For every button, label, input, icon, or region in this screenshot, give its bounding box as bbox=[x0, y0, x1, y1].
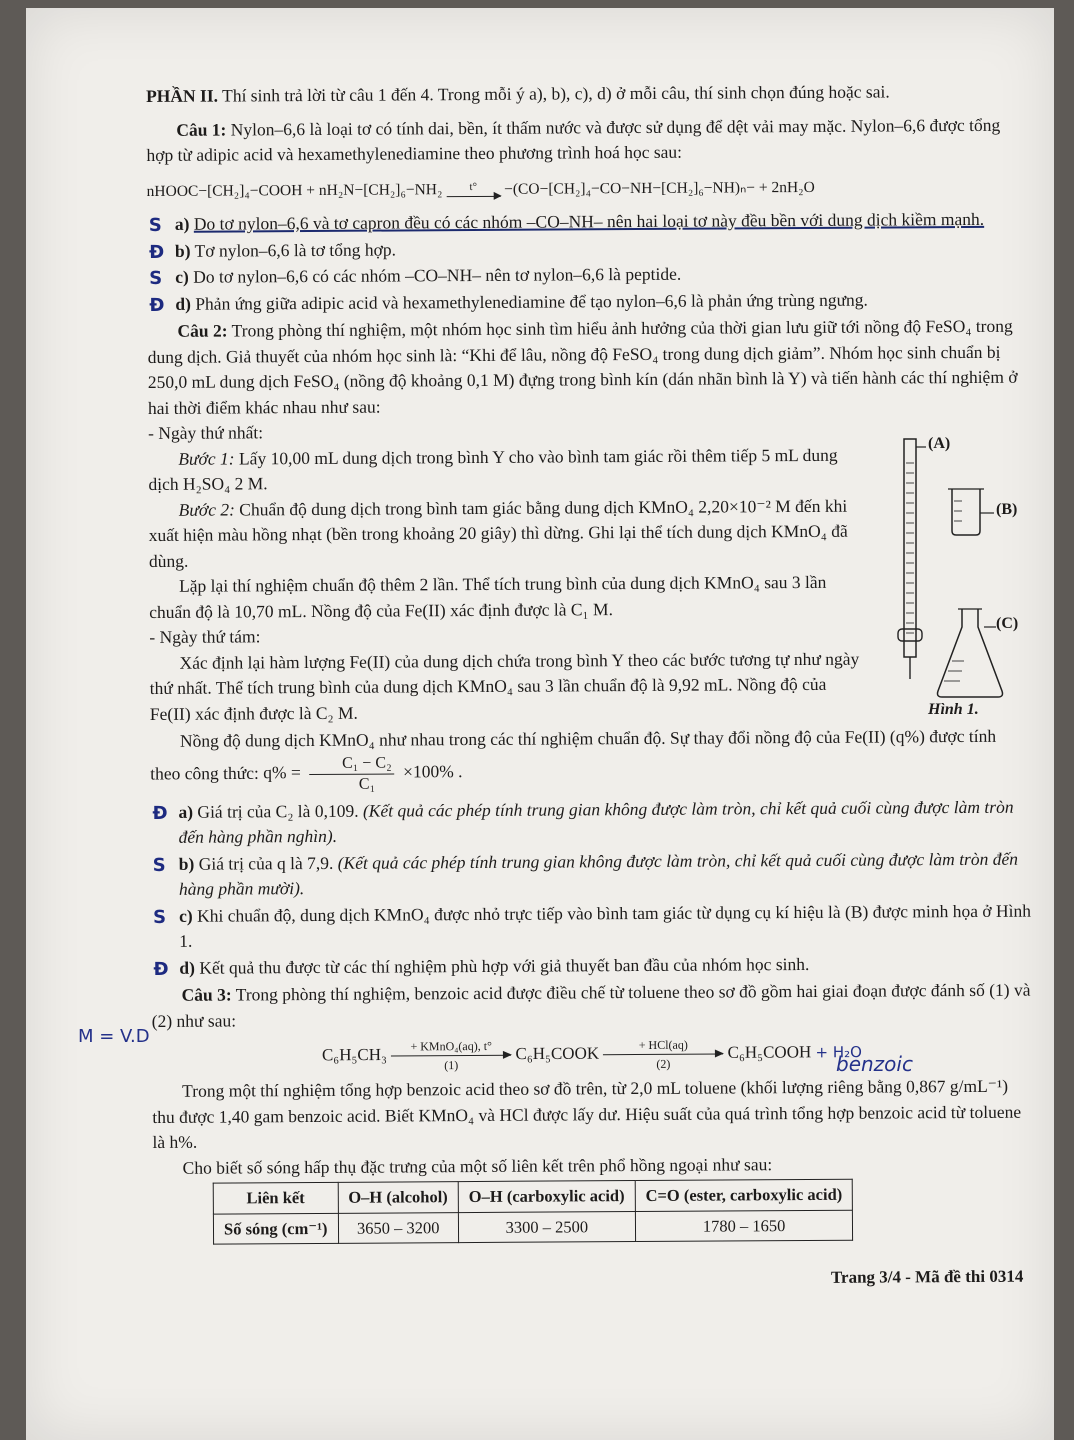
formula-fraction bbox=[309, 753, 395, 795]
item-note: (Kết quả các phép tính trung gian không được làm tròn, chỉ kết quả cuối cùng được làm tròn đến hàng phần nghìn). bbox=[178, 796, 1014, 847]
q3-stem bbox=[151, 978, 1031, 1034]
item-text: Phản ứng giữa adipic acid và hexamethylenediamine để tạo nylon–6,6 là phản ứng trùng ngưng. bbox=[195, 289, 868, 314]
step2-label: Bước 2: bbox=[178, 498, 235, 520]
formula-intro-text: Nồng độ dung dịch KMnO₄ như nhau trong các thí nghiệm chuẩn độ. Sự thay đổi nồng độ của Fe(II) (q%) được tính theo công thức: bbox=[150, 725, 997, 784]
toluene-formula: C₆H₅CH₃ bbox=[321, 1044, 388, 1065]
q3-para: Trong một thí nghiệm tổng hợp benzoic acid theo sơ đồ trên, từ 2,0 mL toluene (khối lượng riêng bằng 0,867 g/mL⁻¹) thu được 1,40 gam benzoic acid. Biết KMnO₄ và HCl được lấy dư. Hiệu suất của quá trình tổng hợp benzoic acid từ toluene là h%. bbox=[152, 1075, 1022, 1152]
q2-formula bbox=[263, 754, 463, 793]
handwritten-water-note: + H₂O bbox=[815, 1043, 862, 1062]
ir-table bbox=[213, 1179, 854, 1245]
q1-item-d bbox=[147, 286, 1027, 317]
formula-numerator: C₁ − C₂ bbox=[309, 753, 395, 775]
answer-mark: Đ bbox=[149, 294, 165, 316]
part-title: PHẦN II. bbox=[146, 85, 219, 106]
q2-item-c bbox=[151, 898, 1031, 954]
ir-header-cell: O–H (carboxylic acid) bbox=[458, 1181, 635, 1213]
page-footer: Trang 3/4 - Mã đề thi 0314 bbox=[830, 1266, 1024, 1287]
q3-label: Câu 3: bbox=[181, 984, 232, 1005]
q3-text: Trong phòng thí nghiệm, benzoic acid được điều chế từ toluene theo sơ đồ gồm hai giai đoạn được đánh số (1) và (2) như sau: bbox=[151, 979, 1031, 1031]
q1-item-c bbox=[147, 260, 1027, 291]
formula-denominator: C₁ bbox=[358, 775, 376, 793]
q2-stem bbox=[147, 314, 1028, 421]
q2-text: Trong phòng thí nghiệm, một nhóm học sinh tìm hiểu ảnh hưởng của thời gian lưu giữ tới nồng độ FeSO₄ trong dung dịch. Giả thuyết của nhóm học sinh là: “Khi để lâu, nồng độ FeSO₄ trong dung dịch giảm”. Nhóm học sinh chuẩn bị 250,0 mL dung dịch FeSO₄ (nồng độ khoảng 0,1 M) đựng trong bình kín (dán nhãn bình là Y) và tiến hành các thí nghiệm ở hai thời điểm khác nhau như sau: bbox=[147, 315, 1018, 418]
item-label: a) bbox=[174, 213, 190, 234]
q1-text: Nylon–6,6 là loại tơ có tính dai, bền, ít thấm nước và được sử dụng để dệt vải may mặc. Nylon–6,6 được tổng hợp từ adipic acid và hexamethylenediamine theo phương trình hoá học sau: bbox=[146, 114, 1001, 165]
label-b: (B) bbox=[996, 501, 1018, 518]
item-label: b) bbox=[174, 240, 191, 261]
q2-step1 bbox=[148, 442, 868, 497]
ir-header-cell: C=O (ester, carboxylic acid) bbox=[635, 1179, 853, 1211]
q1-eq-arrow bbox=[446, 182, 500, 197]
arrow2-step: (2) bbox=[656, 1056, 671, 1071]
figure-1 bbox=[878, 433, 1018, 773]
item-text: Kết quả thu được từ các thí nghiệm phù hợp với giả thuyết ban đầu của nhóm học sinh. bbox=[199, 953, 810, 978]
answer-mark: S bbox=[148, 214, 162, 236]
ir-header-row bbox=[213, 1179, 853, 1213]
arrow1-step: (1) bbox=[444, 1058, 459, 1073]
label-c: (C) bbox=[996, 615, 1019, 632]
ir-value-cell: 3300 – 2500 bbox=[458, 1211, 635, 1243]
item-label: b) bbox=[178, 853, 195, 874]
ir-header-cell: Liên kết bbox=[213, 1182, 338, 1213]
answer-mark: Đ bbox=[152, 802, 168, 824]
item-text: Giá trị của C₂ là 0,109. bbox=[197, 800, 359, 822]
scheme-arrow-2 bbox=[603, 1038, 723, 1070]
item-label: c) bbox=[179, 905, 193, 926]
item-label: d) bbox=[179, 957, 196, 978]
ir-header-cell: O–H (alcohol) bbox=[338, 1182, 459, 1213]
q1-items bbox=[147, 207, 1028, 317]
item-note: (Kết quả các phép tính trung gian không được làm tròn, chỉ kết quả cuối cùng được làm tròn đến hàng phần mười). bbox=[178, 848, 1019, 899]
q1-stem bbox=[146, 112, 1026, 168]
item-label: c) bbox=[175, 266, 189, 287]
item-text: Giá trị của q là 7,9. bbox=[198, 852, 334, 874]
q1-label: Câu 1: bbox=[176, 119, 227, 140]
q2-day8-text: Xác định lại hàm lượng Fe(II) của dung dịch chứa trong bình Y theo các bước tương tự như ngày thứ nhất. Thể tích trung bình của dung dịch KMnO₄ sau 3 lần chuẩn độ là 9,92 mL. Nồng độ của Fe(II) xác định được là C₂ M. bbox=[149, 648, 860, 724]
ir-value-cell: 3650 – 3200 bbox=[338, 1212, 459, 1243]
ir-value-cell: 1780 – 1650 bbox=[635, 1210, 853, 1242]
handwritten-benzoic-note: benzoic bbox=[836, 1052, 913, 1076]
margin-note-handwriting: M = V.D bbox=[78, 1026, 150, 1047]
arrow2-reagent: + HCl(aq) bbox=[638, 1037, 688, 1053]
q3-ir-intro: Cho biết số sóng hấp thụ đặc trưng của một số liên kết trên phổ hồng ngoại như sau: bbox=[182, 1153, 773, 1178]
formula-rhs: ×100% . bbox=[403, 761, 463, 782]
answer-mark: S bbox=[152, 854, 166, 876]
part-intro: Thí sinh trả lời từ câu 1 đến 4. Trong mỗi ý a), b), c), d) ở mỗi câu, thí sinh chọn đúng hoặc sai. bbox=[222, 81, 890, 106]
ir-value-row bbox=[213, 1210, 853, 1244]
q2-day1: - Ngày thứ nhất: bbox=[148, 422, 264, 443]
potassium-benzoate-formula: C₆H₅COOK bbox=[515, 1043, 600, 1064]
item-label: a) bbox=[178, 801, 194, 822]
item-text: Tơ nylon–6,6 là tơ tổng hợp. bbox=[194, 238, 396, 261]
q2-items bbox=[150, 794, 1031, 981]
q1-eq-arrow-label: t° bbox=[469, 181, 478, 194]
exam-page bbox=[26, 8, 1054, 1440]
item-text: Khi chuẩn độ, dung dịch KMnO₄ được nhỏ trực tiếp vào bình tam giác từ dụng cụ kí hiệu là (B) được minh họa ở Hình 1. bbox=[179, 900, 1031, 951]
q1-equation bbox=[147, 173, 1027, 204]
q2-item-d bbox=[151, 950, 1031, 981]
q2-procedure bbox=[148, 417, 870, 727]
titration-apparatus-drawing bbox=[878, 433, 1018, 733]
answer-mark: Đ bbox=[148, 241, 165, 263]
answer-mark: S bbox=[149, 267, 163, 289]
q2-item-b bbox=[151, 846, 1031, 902]
q2-item-a bbox=[150, 794, 1030, 850]
step2-text: Chuẩn độ dung dịch trong bình tam giác bằng dung dịch KMnO₄ 2,20×10⁻² M đến khi xuất hiện màu hồng nhạt (bền trong khoảng 20 giây) thì dừng. Ghi lại thể tích dung dịch KMnO₄ đã dùng. bbox=[148, 495, 848, 571]
item-label: d) bbox=[175, 293, 191, 314]
arrow1-reagent: + KMnO₄(aq), t° bbox=[410, 1038, 492, 1054]
q1-item-a bbox=[147, 207, 1027, 238]
formula-lhs: q% = bbox=[263, 762, 301, 783]
benzoic-acid-formula: C₆H₅COOH bbox=[727, 1042, 812, 1062]
step1-text: Lấy 10,00 mL dung dịch trong bình Y cho vào bình tam giác rồi thêm tiếp 5 mL dung dịch H₂SO₄ 2 M. bbox=[148, 444, 838, 494]
q1-item-b bbox=[147, 233, 1027, 264]
label-a: (A) bbox=[928, 435, 951, 452]
q1-eq-right: −(CO−[CH₂]₄−CO−NH−[CH₂]₆−NH)ₙ− + 2nH₂O bbox=[504, 178, 815, 198]
q2-repeat: Lặp lại thí nghiệm chuẩn độ thêm 2 lần. Thể tích trung bình của dung dịch KMnO₄ sau 3 lần chuẩn độ là 10,70 mL. Nồng độ của Fe(II) xác định được là C₁ M. bbox=[149, 571, 827, 622]
item-text: Do tơ nylon–6,6 và tơ capron đều có các nhóm –CO–NH– nên hai loại tơ này đều bền với dung dịch kiềm mạnh. bbox=[193, 208, 985, 234]
scheme-arrow-1 bbox=[391, 1040, 511, 1072]
part-header bbox=[146, 79, 1026, 110]
q1-eq-left: nHOOC−[CH₂]₄−COOH + nH₂N−[CH₂]₆−NH₂ bbox=[146, 180, 443, 200]
answer-mark: Đ bbox=[153, 958, 169, 980]
answer-mark: S bbox=[153, 906, 167, 928]
q2-step2 bbox=[149, 493, 869, 574]
q2-day8: - Ngày thứ tám: bbox=[149, 626, 261, 647]
step1-label: Bước 1: bbox=[178, 447, 235, 469]
q2-label: Câu 2: bbox=[177, 320, 228, 341]
figure-caption: Hình 1. bbox=[928, 701, 979, 718]
item-text: Do tơ nylon–6,6 có các nhóm –CO–NH– nên tơ nylon–6,6 là peptide. bbox=[193, 263, 682, 287]
ir-value-cell: Số sóng (cm⁻¹) bbox=[213, 1213, 338, 1244]
